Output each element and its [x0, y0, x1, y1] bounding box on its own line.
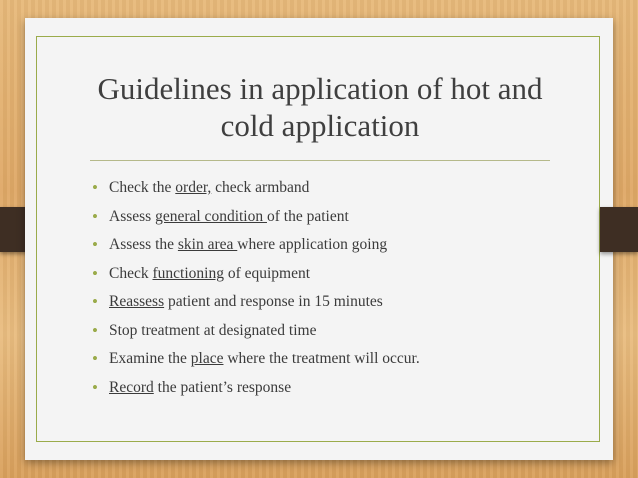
- bullet-dot-icon: •: [92, 206, 98, 226]
- bullet-dot-icon: •: [92, 377, 98, 397]
- underlined-term: Record: [109, 378, 154, 396]
- title-divider: [90, 160, 550, 161]
- bullet-dot-icon: •: [92, 349, 98, 368]
- bullet-dot-icon: •: [92, 178, 98, 197]
- slide-title-line-2: cold application: [220, 108, 420, 143]
- underlined-term: functioning: [152, 264, 224, 282]
- bullet-item: • Assess the skin area where application going: [92, 231, 592, 260]
- bullet-item: • Stop treatment at designated time: [92, 317, 592, 346]
- underlined-term: skin area: [177, 236, 238, 253]
- bullet-item: • Assess general condition of the patient: [92, 203, 592, 232]
- bullet-item: • Examine the place where the treatment will occur.: [92, 345, 592, 374]
- bullet-item: • Check functioning of equipment: [92, 260, 592, 289]
- bullet-dot-icon: •: [92, 320, 98, 340]
- slide-title-line-1: Guidelines in application of hot and: [97, 71, 543, 106]
- bullet-dot-icon: •: [92, 292, 98, 311]
- underlined-term: place: [190, 350, 224, 367]
- bullet-dot-icon: •: [92, 235, 98, 254]
- bullet-item: • Check the order, check armband: [92, 174, 592, 203]
- right-binder-tab: [600, 207, 638, 252]
- slide-title: [60, 70, 580, 144]
- bullet-item: • Record the patient’s response: [92, 374, 592, 403]
- bullet-list: [92, 174, 592, 402]
- bullet-dot-icon: •: [92, 263, 98, 283]
- bullet-item: • Reassess patient and response in 15 minutes: [92, 288, 592, 317]
- underlined-term: general condition: [155, 207, 267, 225]
- underlined-term: order,: [175, 179, 212, 196]
- underlined-term: Reassess: [109, 293, 165, 310]
